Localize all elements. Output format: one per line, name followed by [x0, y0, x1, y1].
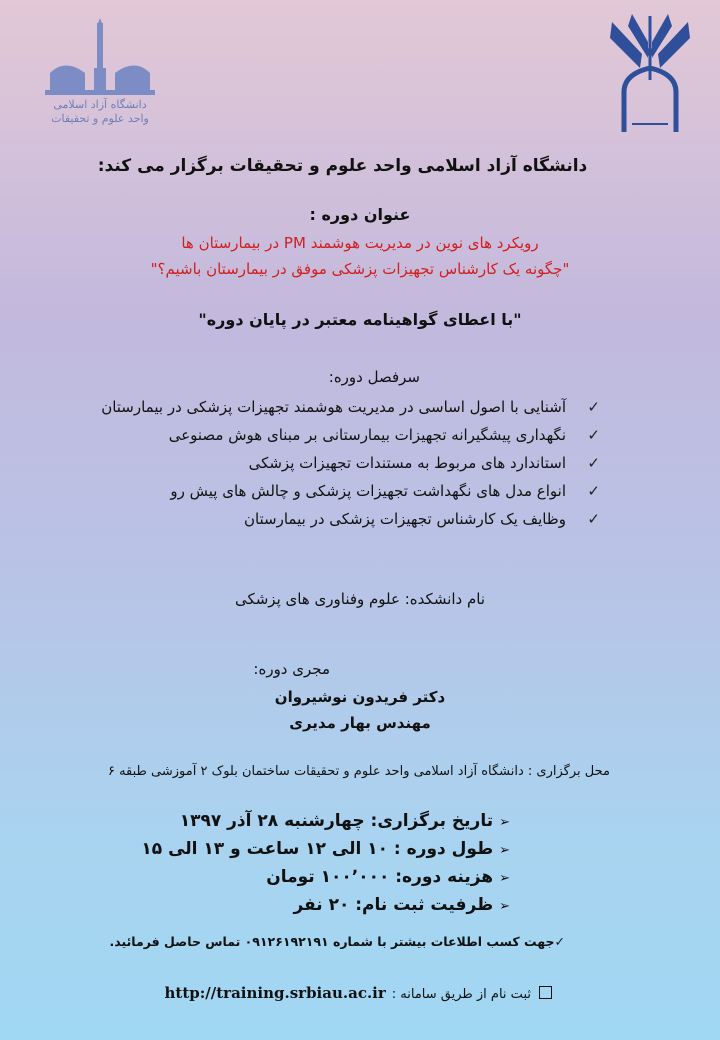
detail-date — [141, 808, 510, 836]
syllabus-item-text: آشنایی با اصول اساسی در مدیریت هوشمند تجهیزات پزشکی در بیمارستان — [101, 398, 566, 416]
syllabus-item-text: انواع مدل های نگهداشت تجهیزات پزشکی و چالش های پیش رو — [170, 482, 566, 500]
syllabus-item — [101, 505, 600, 533]
syllabus-item — [101, 449, 600, 477]
signup-link[interactable]: http://training.srbiau.ac.ir — [164, 984, 386, 1002]
azad-university-emblem — [610, 12, 690, 141]
detail-fee-text: هزینه دوره: ۱۰۰٬۰۰۰ تومان — [266, 867, 494, 887]
signup-info — [165, 984, 553, 1002]
detail-capacity — [141, 892, 510, 920]
signup-label: ثبت نام از طریق سامانه : — [391, 987, 531, 1002]
instructor-name: مهندس بهار مدیری — [289, 714, 431, 732]
syllabus-item — [101, 421, 600, 449]
venue-text: محل برگزاری : دانشگاه آزاد اسلامی واحد علوم و تحقیقات ساختمان بلوک ۲ آموزشی طبقه ۶ — [107, 764, 610, 779]
faculty-name: نام دانشکده: علوم وفناوری های پزشکی — [234, 590, 486, 608]
course-title — [0, 230, 720, 282]
check-icon: ✓ — [554, 934, 565, 949]
arrow-icon: ➢ — [499, 815, 510, 830]
university-branch-logo — [40, 18, 160, 126]
syllabus-item — [101, 393, 600, 421]
check-icon: ✓ — [587, 426, 600, 444]
course-details — [141, 808, 510, 920]
course-title-line1: رویکرد های نوین در مدیریت هوشمند PM در بیمارستان ها — [181, 234, 539, 252]
detail-fee — [141, 864, 510, 892]
instructors-title: مجری دوره: — [253, 660, 330, 678]
organizer-heading: دانشگاه آزاد اسلامی واحد علوم و تحقیقات برگزار می کند: — [97, 156, 588, 176]
syllabus-item-text: نگهداری پیشگیرانه تجهیزات بیمارستانی بر مبنای هوش مصنوعی — [168, 426, 566, 444]
detail-date-text: تاریخ برگزاری: چهارشنبه ۲۸ آذر ۱۳۹۷ — [179, 811, 494, 831]
detail-duration — [141, 836, 510, 864]
syllabus-list — [101, 393, 600, 533]
instructor-name: دکتر فریدون نوشیروان — [274, 688, 446, 706]
check-icon: ✓ — [587, 510, 600, 528]
arrow-icon: ➢ — [499, 899, 510, 914]
syllabus-title: سرفصل دوره: — [328, 368, 420, 386]
instructors-list — [0, 684, 720, 736]
logo-text-line2: واحد علوم و تحقیقات — [51, 112, 149, 125]
campus-building-icon — [45, 18, 155, 98]
syllabus-item — [101, 477, 600, 505]
contact-info — [110, 934, 566, 949]
azad-emblem-icon — [610, 12, 690, 137]
certificate-note: "با اعطای گواهینامه معتبر در پایان دوره" — [198, 310, 522, 329]
logo-text-line1: دانشگاه آزاد اسلامی — [53, 98, 147, 111]
course-title-line2: "چگونه یک کارشناس تجهیزات پزشکی موفق در بیمارستان باشیم؟" — [150, 260, 570, 278]
detail-capacity-text: ظرفیت ثبت نام: ۲۰ نفر — [293, 895, 494, 915]
course-title-label: عنوان دوره : — [309, 205, 411, 224]
check-icon: ✓ — [587, 454, 600, 472]
checkbox-icon — [539, 986, 552, 999]
detail-duration-text: طول دوره : ۱۰ الی ۱۲ ساعت و ۱۳ الی ۱۵ — [141, 839, 494, 859]
check-icon: ✓ — [587, 482, 600, 500]
arrow-icon: ➢ — [499, 871, 510, 886]
syllabus-item-text: استاندارد های مربوط به مستندات تجهیزات پزشکی — [248, 454, 566, 472]
arrow-icon: ➢ — [499, 843, 510, 858]
syllabus-item-text: وظایف یک کارشناس تجهیزات پزشکی در بیمارستان — [243, 510, 566, 528]
contact-text: جهت کسب اطلاعات بیشتر با شماره ۰۹۱۲۶۱۹۲۱۹۱ تماس حاصل فرمائید. — [109, 934, 555, 949]
check-icon: ✓ — [587, 398, 600, 416]
